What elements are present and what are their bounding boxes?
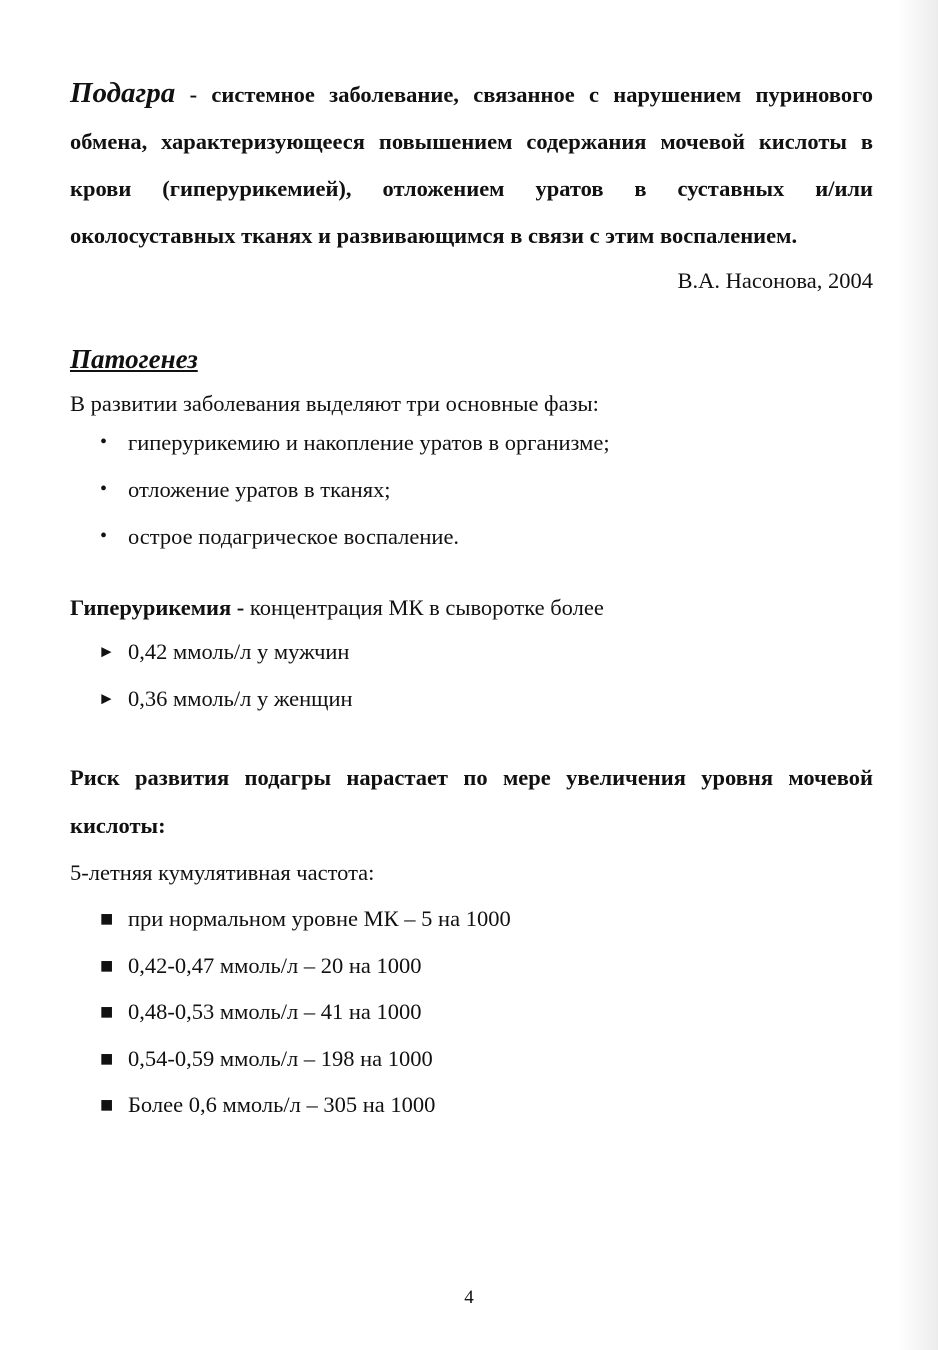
threshold-list	[70, 628, 873, 722]
list-item	[70, 675, 873, 722]
hyperuricemia-term: Гиперурикемия -	[70, 595, 245, 620]
hyperuricemia-definition	[70, 588, 873, 628]
risk-text: Более 0,6 ммоль/л – 305 на 1000	[128, 1092, 436, 1117]
phase-text: гиперурикемию и накопление уратов в организме;	[128, 430, 610, 455]
risk-text: 0,48-0,53 ммоль/л – 41 на 1000	[128, 999, 422, 1024]
page-number: 4	[464, 1287, 474, 1308]
risk-text: при нормальном уровне МК – 5 на 1000	[128, 906, 511, 931]
definition-text: - системное заболевание, связанное с нарушением пуринового обмена, характеризующееся повышением содержания мочевой кислоты в крови (гиперурикемией), отложением уратов в суставных и/или околосуставных тканях и развивающимся в связи с этим воспалением.	[70, 82, 873, 248]
square-bullet-icon: ■	[100, 952, 114, 978]
risk-text: 0,42-0,47 ммоль/л – 20 на 1000	[128, 952, 422, 978]
list-item	[70, 943, 873, 990]
page-content	[70, 70, 873, 1129]
triangle-pointer-icon: ►	[98, 642, 115, 661]
threshold-text: 0,36 ммоль/л у женщин	[128, 686, 353, 711]
bullet-icon: •	[100, 478, 108, 500]
square-bullet-icon: ■	[100, 906, 114, 931]
phase-text: острое подагрическое воспаление.	[128, 524, 460, 549]
list-item	[70, 1082, 873, 1129]
gout-definition	[70, 70, 873, 259]
square-bullet-icon: ■	[100, 999, 114, 1024]
risk-heading: Риск развития подагры нарастает по мере увеличения уровня мочевой кислоты:	[70, 765, 873, 838]
phases-list	[70, 419, 873, 560]
list-item	[70, 466, 873, 513]
list-item	[70, 513, 873, 560]
cumulative-frequency-label: 5-летняя кумулятивная частота:	[70, 860, 375, 885]
list-item	[70, 896, 873, 943]
list-item	[70, 989, 873, 1036]
hyperuricemia-text: концентрация МК в сыворотке более	[244, 595, 604, 620]
bullet-icon: •	[100, 525, 108, 547]
square-bullet-icon: ■	[100, 1092, 114, 1117]
list-item	[70, 628, 873, 675]
triangle-pointer-icon: ►	[98, 689, 115, 708]
square-bullet-icon: ■	[100, 1045, 114, 1071]
threshold-text: 0,42 ммоль/л у мужчин	[128, 639, 350, 664]
definition-term: Подагра	[70, 77, 176, 109]
scan-edge-shadow	[898, 0, 938, 1350]
bullet-icon: •	[100, 431, 108, 453]
risk-text: 0,54-0,59 ммоль/л – 198 на 1000	[128, 1045, 433, 1071]
definition-citation: В.А. Насонова, 2004	[677, 268, 873, 293]
list-item	[70, 419, 873, 466]
list-item	[70, 1036, 873, 1083]
risk-list	[70, 896, 873, 1129]
pathogenesis-heading: Патогенез	[70, 344, 198, 374]
pathogenesis-intro: В развитии заболевания выделяют три основные фазы:	[70, 391, 599, 416]
phase-text: отложение уратов в тканях;	[128, 477, 391, 502]
